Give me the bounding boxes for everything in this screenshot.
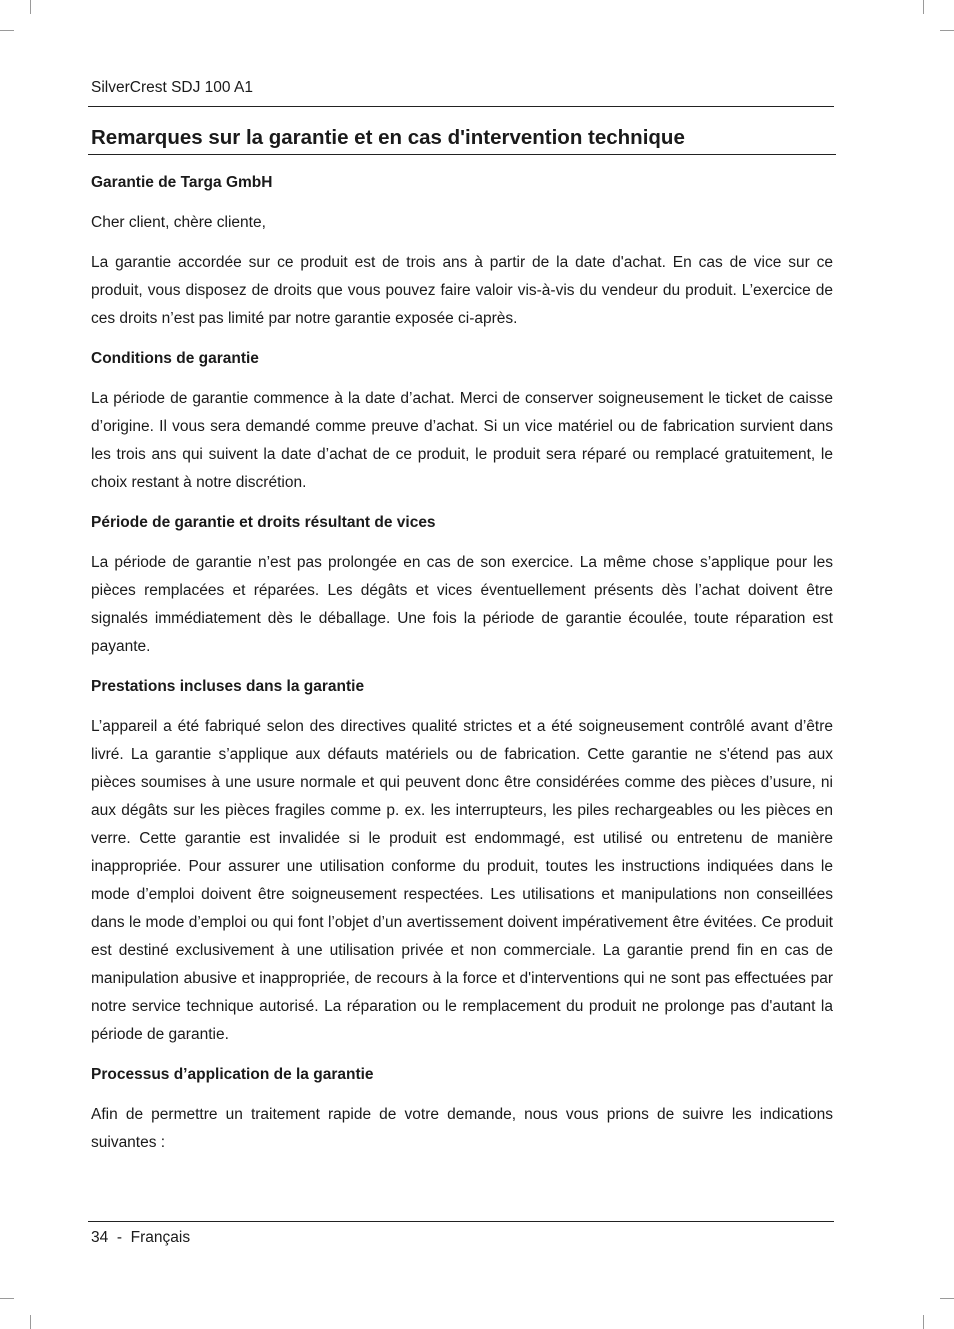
paragraph: La garantie accordée sur ce produit est de trois ans à partir de la date d'achat. En cas de vice sur ce produit, vous disposez de droits que vous pouvez faire valoir vis-à-vis du vendeur du produit. L’exercice de ces droits n’est pas limité par notre garantie exposée ci-après. — [91, 254, 833, 327]
crop-mark — [0, 30, 14, 31]
header-divider — [88, 106, 834, 107]
crop-mark — [0, 1298, 14, 1299]
paragraph: La période de garantie commence à la date d’achat. Merci de conserver soigneusement le ticket de caisse d’origine. Il vous sera demandé comme preuve d’achat. Si un vice matériel ou de fabrication survient dans les trois ans qui suivent la date d’achat de ce produit, le produit sera réparé ou remplacé gratuitement, le choix restant à notre discrétion. — [91, 390, 833, 491]
page-header: SilverCrest SDJ 100 A1 — [91, 79, 253, 96]
paragraph: La période de garantie n’est pas prolongée en cas de son exercice. La même chose s’applique pour les pièces remplacées et réparées. Les dégâts et vices éventuellement présents dès l’achat doivent être signalés immédiatement dès le déballage. Une fois la période de garantie écoulée, toute réparation est payante. — [91, 554, 833, 655]
page-footer — [91, 1228, 190, 1248]
page-number: 34 — [91, 1229, 109, 1246]
footer-separator: - — [116, 1229, 123, 1246]
section-heading: Période de garantie et droits résultant de vices — [91, 514, 436, 531]
section-heading: Processus d’application de la garantie — [91, 1066, 374, 1083]
crop-mark — [923, 1315, 924, 1329]
paragraph: Afin de permettre un traitement rapide de votre demande, nous vous prions de suivre les indications suivantes : — [91, 1106, 833, 1151]
crop-mark — [940, 30, 954, 31]
section-heading: Garantie de Targa GmbH — [91, 174, 273, 191]
section-processus — [91, 1061, 833, 1157]
section-heading: Prestations incluses dans la garantie — [91, 678, 365, 695]
page-title: Remarques sur la garantie et en cas d'intervention technique — [91, 126, 685, 149]
footer-divider — [88, 1221, 834, 1222]
crop-mark — [30, 0, 31, 14]
section-garantie-targa — [91, 169, 833, 333]
title-divider — [88, 154, 836, 155]
crop-mark — [923, 0, 924, 14]
salutation: Cher client, chère cliente, — [91, 214, 266, 231]
crop-mark — [30, 1315, 31, 1329]
document-body — [91, 169, 833, 1169]
footer-language: Français — [130, 1229, 191, 1246]
section-heading: Conditions de garantie — [91, 350, 259, 367]
crop-mark — [940, 1298, 954, 1299]
section-periode — [91, 509, 833, 661]
paragraph: L’appareil a été fabriqué selon des directives qualité strictes et a été soigneusement contrôlé avant d’être livré. La garantie s’applique aux défauts matériels ou de fabrication. Cette garantie ne s'étend pas aux pièces soumises à une usure normale et qui peuvent donc être considérées comme des pièces d’usure, ni aux dégâts sur les pièces fragiles comme p. ex. les interrupteurs, les piles rechargeables ou les pièces en verre. Cette garantie est invalidée si le produit est endommagé, est utilisé ou entretenu de manière inappropriée. Pour assurer une utilisation conforme du produit, toutes les instructions indiquées dans le mode d’emploi doivent être soigneusement respectées. Les utilisations et manipulations non conseillées dans le mode d’emploi ou qui font l’objet d’un avertissement doivent impérativement être évitées. Ce produit est destiné exclusivement à une utilisation privée et non commerciale. La garantie prend fin en cas de manipulation abusive et inappropriée, de recours à la force et d'interventions qui ne sont pas effectuées par notre service technique autorisé. La réparation ou le remplacement du produit ne prolonge pas d'autant la période de garantie. — [91, 718, 833, 1043]
section-prestations — [91, 673, 833, 1049]
section-conditions — [91, 345, 833, 497]
